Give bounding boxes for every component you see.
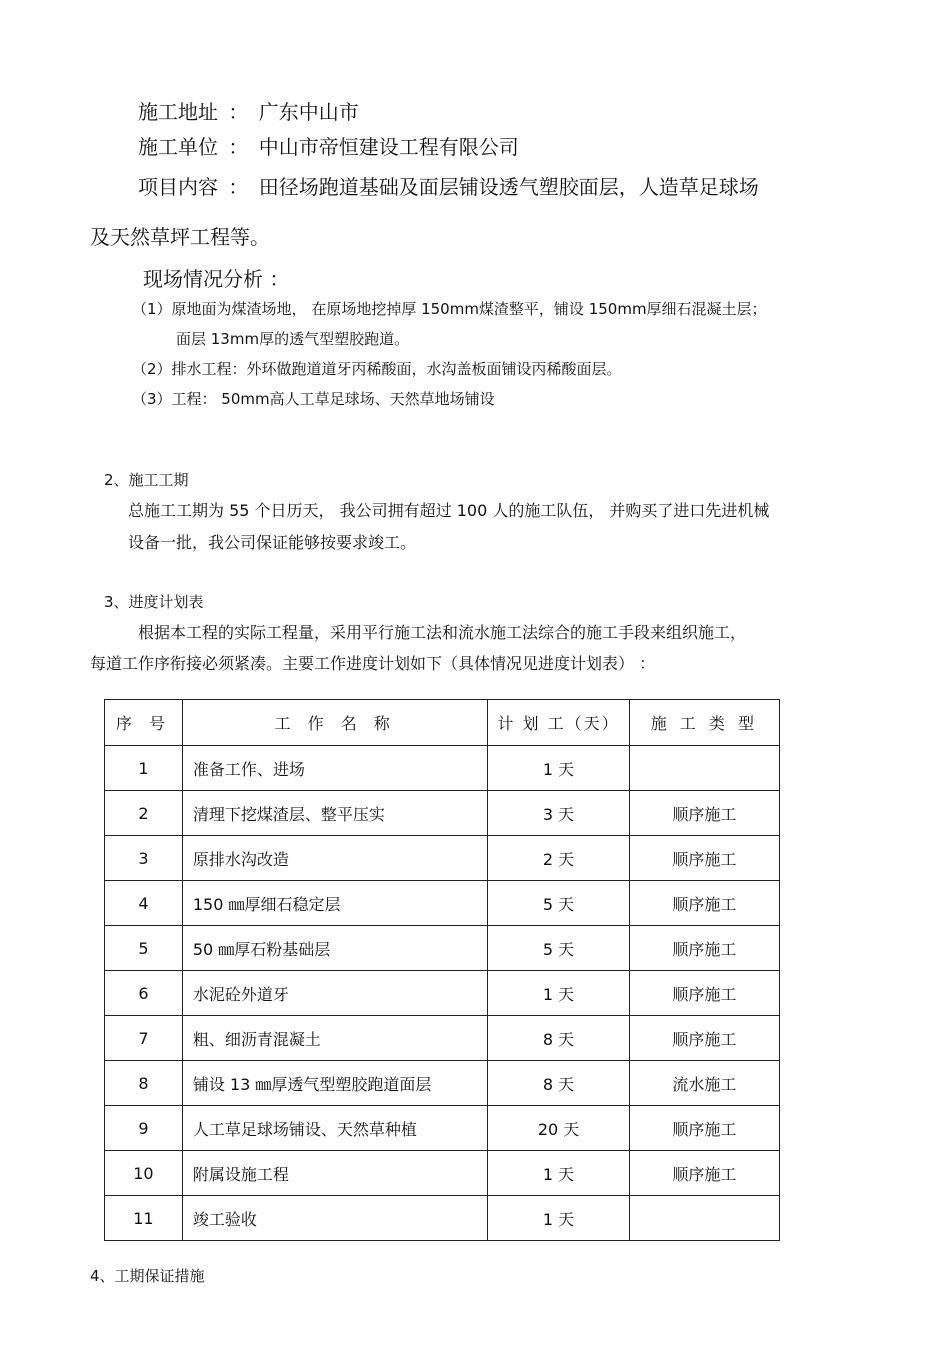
unit-label: 施工单位	[138, 135, 218, 159]
row-days-cell: 1 天	[488, 746, 629, 791]
row-days-cell: 8 天	[488, 1016, 629, 1061]
row-type-cell: 顺序施工	[629, 926, 779, 971]
table-header-row	[105, 700, 780, 746]
row-name-cell: 150 ㎜厚细石稳定层	[182, 881, 488, 926]
section-3-heading: 3、进度计划表	[104, 593, 204, 611]
row-days-cell: 2 天	[488, 836, 629, 881]
header-days: 计 划 工（天）	[488, 700, 629, 746]
table-row	[105, 1016, 780, 1061]
header-no: 序 号	[105, 700, 183, 746]
row-type-cell: 流水施工	[629, 1061, 779, 1106]
row-days-cell: 1 天	[488, 1196, 629, 1241]
address-label: 施工地址	[138, 100, 218, 124]
table-row	[105, 1106, 780, 1151]
table-row	[105, 926, 780, 971]
section-2-line-1: 总施工工期为 55 个日历天， 我公司拥有超过 100 人的施工队伍， 并购买了进口先进机械	[128, 501, 770, 520]
row-no-cell: 11	[105, 1196, 183, 1241]
unit-value: 中山市帝恒建设工程有限公司	[258, 135, 519, 159]
address-colon: ：	[228, 100, 249, 124]
row-name-cell: 铺设 13 ㎜厚透气型塑胶跑道面层	[182, 1061, 488, 1106]
table-row	[105, 746, 780, 791]
row-type-cell: 顺序施工	[629, 1016, 779, 1061]
analysis-item-3: （3）工程： 50mm高人工草足球场、天然草地场铺设	[132, 390, 495, 408]
content-line-2: 及天然草坪工程等。	[90, 225, 270, 249]
row-type-cell: 顺序施工	[629, 1151, 779, 1196]
section-3-line-2: 每道工作序衔接必须紧凑。主要工作进度计划如下（具体情况见进度计划表） ：	[90, 654, 656, 673]
row-name-cell: 竣工验收	[182, 1196, 488, 1241]
row-no-cell: 9	[105, 1106, 183, 1151]
section-2-heading: 2、施工工期	[104, 471, 189, 489]
row-days-cell: 1 天	[488, 971, 629, 1016]
analysis-item-2: （2）排水工程：外环做跑道道牙丙稀酸面，水沟盖板面铺设丙稀酸面层。	[132, 360, 622, 378]
row-no-cell: 7	[105, 1016, 183, 1061]
header-type: 施 工 类 型	[629, 700, 779, 746]
row-name-cell: 准备工作、进场	[182, 746, 488, 791]
table-row	[105, 971, 780, 1016]
row-days-cell: 1 天	[488, 1151, 629, 1196]
section-2-line-2: 设备一批，我公司保证能够按要求竣工。	[128, 533, 417, 552]
row-name-cell: 附属设施工程	[182, 1151, 488, 1196]
row-name-cell: 原排水沟改造	[182, 836, 488, 881]
row-name-cell: 50 ㎜厚石粉基础层	[182, 926, 488, 971]
row-type-cell: 顺序施工	[629, 1106, 779, 1151]
row-no-cell: 6	[105, 971, 183, 1016]
header-name: 工 作 名 称	[182, 700, 488, 746]
row-no-cell: 1	[105, 746, 183, 791]
content-colon: ：	[228, 175, 249, 199]
row-days-cell: 3 天	[488, 791, 629, 836]
section-4-heading: 4、工期保证措施	[90, 1267, 205, 1285]
table-row	[105, 1196, 780, 1241]
row-type-cell: 顺序施工	[629, 836, 779, 881]
row-no-cell: 3	[105, 836, 183, 881]
content-label: 项目内容	[138, 175, 218, 199]
unit-line	[138, 131, 519, 160]
row-no-cell: 2	[105, 791, 183, 836]
table-body	[105, 746, 780, 1241]
row-name-cell: 水泥砼外道牙	[182, 971, 488, 1016]
table-row	[105, 1061, 780, 1106]
analysis-item-1-cont: 面层 13mm厚的透气型塑胶跑道。	[176, 330, 410, 348]
row-name-cell: 人工草足球场铺设、天然草种植	[182, 1106, 488, 1151]
schedule-table	[104, 699, 780, 1241]
row-type-cell: 顺序施工	[629, 791, 779, 836]
row-no-cell: 10	[105, 1151, 183, 1196]
analysis-item-1: （1）原地面为煤渣场地， 在原场地挖掉厚 150mm煤渣整平，铺设 150mm厚细石混凝土层；	[132, 300, 767, 318]
unit-colon: ：	[228, 135, 249, 159]
section-3-line-1: 根据本工程的实际工程量，采用平行施工法和流水施工法综合的施工手段来组织施工，	[138, 623, 747, 642]
row-days-cell: 8 天	[488, 1061, 629, 1106]
table-row	[105, 791, 780, 836]
row-days-cell: 20 天	[488, 1106, 629, 1151]
row-name-cell: 清理下挖煤渣层、整平压实	[182, 791, 488, 836]
table-row	[105, 836, 780, 881]
row-no-cell: 5	[105, 926, 183, 971]
row-no-cell: 8	[105, 1061, 183, 1106]
row-days-cell: 5 天	[488, 926, 629, 971]
row-type-cell	[629, 1196, 779, 1241]
row-type-cell: 顺序施工	[629, 971, 779, 1016]
row-days-cell: 5 天	[488, 881, 629, 926]
row-name-cell: 粗、细沥青混凝土	[182, 1016, 488, 1061]
row-type-cell: 顺序施工	[629, 881, 779, 926]
content-value: 田径场跑道基础及面层铺设透气塑胶面层，人造草足球场	[258, 175, 759, 199]
content-line	[138, 171, 759, 200]
address-line	[138, 96, 359, 125]
row-type-cell	[629, 746, 779, 791]
analysis-heading: 现场情况分析 ：	[143, 267, 290, 291]
table-row	[105, 1151, 780, 1196]
address-value: 广东中山市	[258, 100, 359, 124]
table-row	[105, 881, 780, 926]
row-no-cell: 4	[105, 881, 183, 926]
